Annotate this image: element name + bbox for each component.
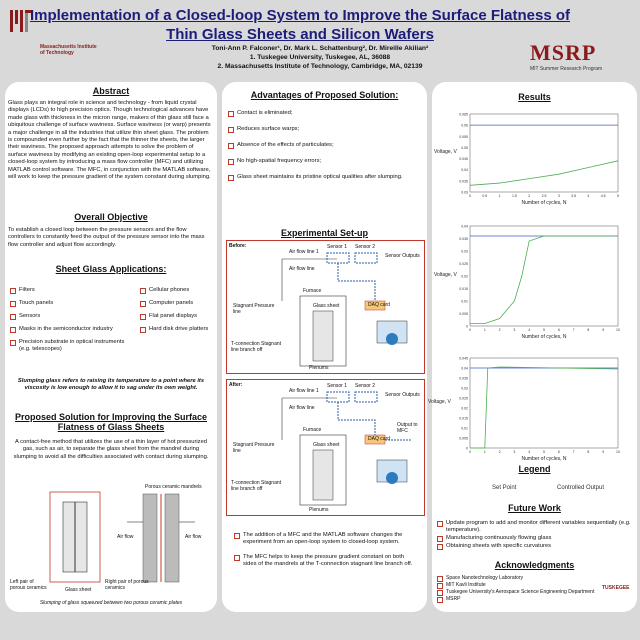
x-tick-label: 0 <box>469 450 471 454</box>
sensor-signal-line <box>338 402 375 435</box>
list-item: Manufacturing continuously flowing glass <box>437 535 633 542</box>
y-tick-label: 0 <box>466 324 468 329</box>
list-item: Tuskegee University's Aerospace Science Engineering Department <box>437 589 612 596</box>
y-axis-label: Voltage, V <box>434 149 457 155</box>
sensor-1-box <box>327 253 349 263</box>
abstract-body: Glass plays an integral role in science and technology - from liquid crystal displays (LCDs) to high precision optics. Though technological advances have made glass with thickness in the micron range, makers of thin glass still face a ubiquitous challenge of surface waviness. Surface waviness (or warp) presents a major challenge in all the industries that utilize thin sheet glass. The problem is compounded even further by the fact that the thinner the sheets, the larger their waviness. The proposed approach attempts to solve the problem of surface waviness by modifying an existing open-loop experimental setup to a closed-loop system by introducing a mass flow controller (MFC) and utilizing MATLAB control software. The MFC, in conjunction with the MATLAB software, will work to keep the pressure gradient of the system constant during slumping. <box>8 100 211 181</box>
applications-list-right <box>140 287 217 339</box>
list-item: Masks in the semiconductor industry <box>10 326 130 333</box>
y-tick-label: 0.04 <box>461 168 468 173</box>
y-tick-label: 0.015 <box>459 416 468 421</box>
right-pair-label: Right pair of porous ceramics <box>105 579 149 591</box>
tconn-label: T-connection Stagnant line branch off <box>231 480 282 492</box>
sensor-2-box <box>355 392 377 402</box>
list-item: The MFC helps to keep the pressure gradient constant on both sides of the mandrels at the T-connection stagnant line branch off. <box>234 554 419 568</box>
legend-heading: Legend <box>518 464 551 474</box>
y-tick-label: 0.045 <box>459 157 468 162</box>
x-tick-label: 4.5 <box>600 194 606 198</box>
author-names: Toni-Ann P. Falconer¹, Dr. Mark L. Schattenburg², Dr. Mireille Akilian² <box>211 45 429 52</box>
tconn-label: T-connection Stagnant line branch off <box>231 341 282 353</box>
x-tick-label: 6 <box>557 328 560 332</box>
mandrel-figure <box>15 482 210 592</box>
list-item: Glass sheet maintains its pristine optical qualities after slumping. <box>228 174 423 181</box>
plenums-label: Plenums <box>309 365 329 371</box>
y-tick-label: 0.04 <box>461 366 468 371</box>
glass-sheet-label: Glass sheet <box>65 587 92 593</box>
mandrel-caption: Slumping of glass squeezed between two porous ceramic plates <box>39 600 183 606</box>
setup-notes <box>234 532 419 574</box>
abstract-heading: Abstract <box>92 86 130 96</box>
x-tick-label: 4 <box>587 194 590 198</box>
y-tick-label: 0.02 <box>461 274 468 279</box>
y-tick-label: 0.03 <box>461 386 468 391</box>
operator-figure <box>386 472 398 484</box>
ceramic-left <box>143 494 157 582</box>
y-tick-label: 0.05 <box>461 145 468 150</box>
y-tick-label: 0.01 <box>461 299 468 304</box>
sensor-1-label: Sensor 1 <box>327 383 348 389</box>
legend-output <box>557 485 604 491</box>
y-tick-label: 0.03 <box>461 249 468 254</box>
legend-setpoint <box>492 485 516 491</box>
left-panel <box>5 82 217 612</box>
sensor-outputs-label: Sensor Outputs <box>385 253 420 259</box>
list-item: No high-spatial frequency errors; <box>228 158 423 165</box>
future-heading: Future Work <box>508 503 561 513</box>
results-charts <box>428 102 637 462</box>
plenums-label: Plenums <box>309 507 329 513</box>
y-tick-label: 0.045 <box>459 356 468 361</box>
x-tick-label: 10 <box>616 450 620 454</box>
list-item: Touch panels <box>10 300 130 307</box>
x-tick-label: 9 <box>602 450 605 454</box>
applications-list-left <box>10 287 130 359</box>
y-tick-label: 0.035 <box>459 237 468 241</box>
affiliation-2: 2. Massachusetts Institute of Technology, Cambridge, MA, 02139 <box>217 63 423 70</box>
list-item: Obtaining sheets with specific curvatures <box>437 543 633 550</box>
right-panel <box>428 82 637 612</box>
x-tick-label: 2.5 <box>541 194 547 198</box>
x-tick-label: 5 <box>543 450 545 454</box>
objective-heading: Overall Objective <box>74 212 148 222</box>
after-label: After: <box>229 382 243 388</box>
glass-sheet-setup-label: Glass sheet <box>313 303 340 309</box>
list-item: Hard disk drive platters <box>140 326 217 333</box>
proposed-body: A contact-free method that utilizes the use of a thin layer of hot pressurized gas, such as air, to separate the glass sheet from the mandrel during slumping to avoid all the difficulties associated with contact during slumping. <box>13 439 209 460</box>
list-item: Precision substrate in optical instruments (e.g. telescopes) <box>10 339 130 353</box>
x-axis-label: Number of cycles, N <box>521 456 567 462</box>
air-left-label: Air flow <box>117 534 134 540</box>
setup-before-box <box>226 240 425 374</box>
plenum-block <box>313 311 333 361</box>
future-list <box>437 520 633 551</box>
x-tick-label: 0 <box>469 328 471 332</box>
authors <box>170 44 470 71</box>
x-tick-label: 0.5 <box>482 194 488 198</box>
advantages-heading: Advantages of Proposed Solution: <box>250 90 399 100</box>
y-tick-label: 0.035 <box>459 376 468 381</box>
sensor-1-box <box>327 392 349 402</box>
y-tick-label: 0.01 <box>461 426 468 431</box>
y-tick-label: 0.06 <box>461 123 468 128</box>
x-tick-label: 5 <box>543 328 545 332</box>
chart-plot-area <box>470 226 618 326</box>
mit-logo-text: Massachusetts Institute of Technology <box>40 44 97 56</box>
list-item: Space Nanotechnology Laboratory <box>437 575 612 582</box>
output-mfc-label: Output to MFC <box>397 422 418 434</box>
list-item: MSRP <box>437 596 612 603</box>
x-tick-label: 3.5 <box>571 194 577 198</box>
sensor-2-box <box>355 253 377 263</box>
operator-figure <box>386 333 398 345</box>
x-tick-label: 10 <box>616 328 620 332</box>
y-axis-label: Voltage, V <box>434 272 457 278</box>
airflow-2-label: Air flow line <box>289 266 315 272</box>
stagnant-label: Stagnant Pressure line <box>233 303 275 315</box>
x-tick-label: 3 <box>513 450 516 454</box>
legend-output-label: Controlled Output <box>557 485 605 491</box>
plenum-block <box>313 450 333 500</box>
x-tick-label: 3 <box>513 328 516 332</box>
list-item: Computer panels <box>140 300 217 307</box>
setup-after-box <box>226 379 425 516</box>
page-title: Implementation of a Closed-loop System to Improve the Surface Flatness of Thin Glass Sheets and Silicon Wafers <box>29 7 571 43</box>
x-tick-label: 7 <box>572 450 575 454</box>
airflow-1-label: Air flow line 1 <box>289 388 319 394</box>
y-tick-label: 0.005 <box>459 436 468 441</box>
list-item: MIT Kavli Institute <box>437 582 612 589</box>
x-tick-label: 8 <box>587 450 590 454</box>
sensor-2-label: Sensor 2 <box>355 244 376 250</box>
furnace-label: Furnace <box>303 288 322 294</box>
x-tick-label: 4 <box>528 450 531 454</box>
x-tick-label: 9 <box>602 328 605 332</box>
x-tick-label: 1 <box>483 450 486 454</box>
sensor-1-label: Sensor 1 <box>327 244 348 250</box>
objective-body: To establish a closed loop between the pressure sensors and the flow controllers to constantly feed the output of the pressure sensor into the mass flow controller and adjust flow accordingly. <box>8 227 205 248</box>
y-tick-label: 0 <box>466 446 468 451</box>
x-tick-label: 2 <box>498 328 501 332</box>
x-tick-label: 6 <box>557 450 560 454</box>
msrp-logo <box>530 40 630 72</box>
chart-plot-area <box>470 358 618 448</box>
y-tick-label: 0.065 <box>459 112 468 117</box>
list-item: Filters <box>10 287 130 294</box>
y-tick-label: 0.02 <box>461 406 468 411</box>
daq-label: DAQ card <box>368 302 390 308</box>
x-axis-label: Number of cycles, N <box>521 200 567 206</box>
daq-label: DAQ card <box>368 436 390 442</box>
chart-plot-area <box>470 114 618 192</box>
x-tick-label: 3 <box>557 194 560 198</box>
x-tick-label: 2 <box>528 194 531 198</box>
applications-heading: Sheet Glass Applications: <box>55 264 167 274</box>
list-item: The addition of a MFC and the MATLAB software changes the experiment from an open-loop system to closed-loop system. <box>234 532 419 546</box>
affiliation-1: 1. Tuskegee University, Tuskegee, AL, 36088 <box>249 54 391 61</box>
y-tick-label: 0.015 <box>459 287 468 291</box>
x-tick-label: 1.5 <box>511 194 517 198</box>
list-item: Reduces surface warps; <box>228 126 423 133</box>
list-item: Sensors <box>10 313 130 320</box>
y-tick-label: 0.03 <box>461 190 468 195</box>
sensor-2-label: Sensor 2 <box>355 383 376 389</box>
left-pair-label: Left pair of porous ceramics <box>10 579 47 591</box>
before-label: Before: <box>229 243 247 249</box>
middle-panel <box>222 82 427 612</box>
x-tick-label: 4 <box>528 328 531 332</box>
y-tick-label: 0.005 <box>459 312 468 316</box>
x-tick-label: 7 <box>572 328 575 332</box>
y-tick-label: 0.055 <box>459 134 468 139</box>
tuskegee-logo: TUSKEGEE <box>602 585 630 591</box>
list-item: Contact is eliminated; <box>228 110 423 117</box>
airflow-1-label: Air flow line 1 <box>289 249 319 255</box>
mandrels-label: Porous ceramic mandrels <box>145 484 202 490</box>
legend-setpoint-label: Set Point <box>492 485 517 491</box>
sensor-outputs-label: Sensor Outputs <box>385 392 420 398</box>
msrp-logo-sub: MIT Summer Research Program <box>530 66 603 72</box>
proposed-heading: Proposed Solution for Improving the Surface Flatness of Glass Sheets <box>14 412 207 432</box>
list-item: Absence of the effects of particulates; <box>228 142 423 149</box>
x-tick-label: 0 <box>469 194 471 198</box>
x-tick-label: 5 <box>617 194 619 198</box>
setup-heading: Experimental Set-up <box>280 228 369 238</box>
ack-list <box>437 575 612 603</box>
y-tick-label: 0.04 <box>461 224 468 229</box>
y-tick-label: 0.025 <box>459 262 468 266</box>
y-tick-label: 0.025 <box>459 396 468 401</box>
x-axis-label: Number of cycles, N <box>521 334 567 340</box>
airflow-2-label: Air flow line <box>289 405 315 411</box>
slumping-note: Slumping glass refers to raising its temperature to a point where its viscosity is low enough to allow it to sag under its own weight. <box>17 378 205 392</box>
x-tick-label: 1 <box>498 194 501 198</box>
y-tick-label: 0.035 <box>459 179 468 184</box>
x-tick-label: 8 <box>587 328 590 332</box>
results-heading: Results <box>518 92 551 102</box>
furnace-label: Furnace <box>303 427 322 433</box>
advantages-list <box>228 110 423 190</box>
sensor-signal-line <box>338 263 375 301</box>
list-item: Cellular phones <box>140 287 217 294</box>
x-tick-label: 2 <box>498 450 501 454</box>
ceramic-right <box>165 494 179 582</box>
glass-sheet-setup-label: Glass sheet <box>313 442 340 448</box>
y-axis-label: Voltage, V <box>428 399 451 405</box>
list-item: Update program to add and monitor different variables sequentially (e.g. temperature). <box>437 520 633 534</box>
list-item: Flat panel displays <box>140 313 217 320</box>
msrp-logo-text: MSRP <box>530 40 597 65</box>
stagnant-label: Stagnant Pressure line <box>233 442 275 454</box>
air-right-label: Air flow <box>185 534 202 540</box>
x-tick-label: 1 <box>483 328 486 332</box>
ack-heading: Acknowledgments <box>494 560 575 570</box>
